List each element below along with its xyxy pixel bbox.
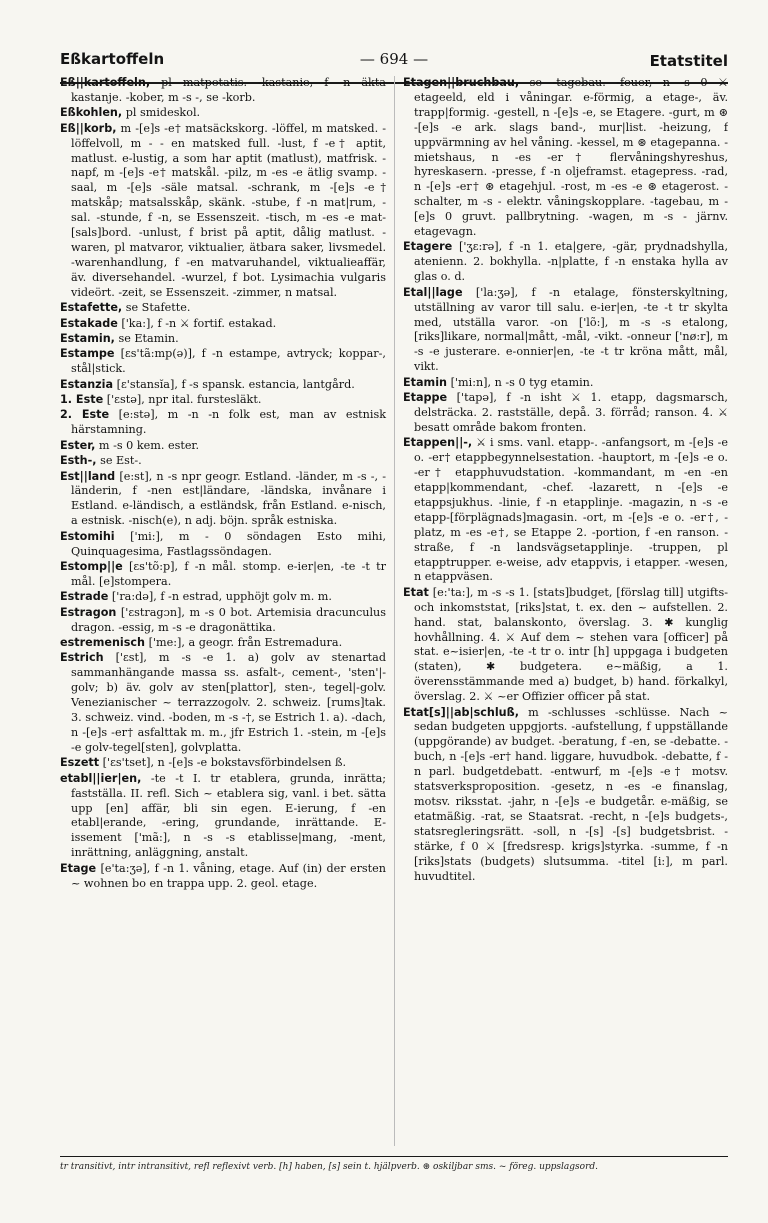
- header-first-word: Eßkartoffeln: [60, 50, 165, 68]
- entry-definition: m -[e]s -e† matsäckskorg. -löffel, m matsked. -löffelvoll, m - - en matsked full. -lust, f -e† aptit, matlust. e-lustig, a som har aptit (matlust), matfrisk. -napf, m -[e]s -e† matskål. -pilz, m -es -e ätlig svamp. -saal, m -[e]s -säle matsal. -schrank, m -[e]s -e† matskåp; matsalsskåp, skänk. -stube, f -n mat|rum, -sal. -stunde, f -n, se Essenszeit. -tisch, m -es -e mat-[sals]bord. -unlust, f brist på aptit, dålig matlust. -waren, pl matvaror, viktualier, ätbara saker, livsmedel. -warenhandlung, f -en matvaruhandel, viktualieaffär, äv. diversehandel. -wurzel, f bot. Lysimachia vulgaris videört. -zeit, se Essenszeit. -zimmer, n matsal.: [71, 121, 386, 299]
- dictionary-entry: [403, 240, 728, 285]
- entry-definition: se Est-.: [100, 454, 142, 468]
- entry-headword: Estragon: [60, 605, 117, 619]
- entry-definition: ⚔ i sms. vanl. etapp-. -anfangsort, m -[e]s -e o. -er† etappbegynnelsestation. -hauptort, m -[e]s -e o. -er† etapphuvudstation. -kommandant, m -en -en etapp|kommendant, -chef. -lazarett, n -[e]s -e etappsjukhus. -linie, f -n etapplinje. -magazin, n -s -e etapp-[förplägnads]magasin. -ort, m -[e]s -e o. -er†, -platz, m -es -e†, se Etappe 2. -portion, f -en ranson. -straße, f -n landsvägsetapplinje. -truppen, pl etapptrupper. e-weise, adv etappvis, i etapper. -wesen, n etappväsen.: [414, 436, 728, 584]
- dictionary-entry: [60, 636, 386, 651]
- dictionary-entry: [60, 439, 386, 454]
- entry-definition: [e'ta:ʒə], f -n 1. våning, etage. Auf (in) der ersten ~ wohnen bo en trappa upp. 2. geol. etage.: [71, 861, 386, 890]
- entry-headword: Etappen||-,: [403, 436, 473, 450]
- entry-headword: Etal||lage: [403, 285, 463, 299]
- entry-definition: pl matpotatis. -kastanie, f -n äkta kastanje. -kober, m -s -, se -korb.: [71, 76, 386, 104]
- dictionary-entry: [403, 706, 728, 885]
- entry-headword: Estrich: [60, 651, 104, 665]
- entry-definition: ['ka:], f -n ⚔ fortif. estakad.: [121, 316, 277, 330]
- entry-definition: ['ɛstragɔn], m -s 0 bot. Artemisia dracunculus dragon. -essig, m -s -e dragonättika.: [71, 605, 386, 634]
- dictionary-entry: [60, 772, 386, 861]
- entry-definition: [ɛ'stansĭa], f -s spansk. estancia, lantgård.: [116, 377, 355, 391]
- abbreviation-footer: tr transitivt, intr intransitivt, refl reflexivt verb. [h] haben, [s] sein t. hjälpverb. ⊛ oskiljbar sms. ~ föreg. uppslagsord.: [60, 1156, 728, 1173]
- entry-definition: ['ra:də], f -n estrad, upphöjt golv m. m.: [111, 590, 332, 604]
- entry-columns: [60, 76, 728, 1146]
- dictionary-entry: [60, 122, 386, 301]
- entry-headword: Esth-,: [60, 454, 97, 468]
- entry-headword: Estampe: [60, 347, 115, 361]
- entry-headword: Estakade: [60, 316, 118, 330]
- entry-headword: Ester,: [60, 438, 96, 452]
- dictionary-entry: [60, 408, 386, 438]
- entry-headword: Estanzia: [60, 377, 114, 391]
- left-column: [60, 76, 394, 1146]
- right-column: [394, 76, 728, 1146]
- entry-headword: Estomp||e: [60, 560, 123, 573]
- entry-headword: estremenisch: [60, 636, 145, 650]
- dictionary-entry: [60, 560, 386, 590]
- entry-definition: ['ʒɛ:rə], f -n 1. eta|gere, -gär, prydnadshylla, atenienn. 2. bokhylla. -n|platte, f -n enstaka hylla av glas o. d.: [414, 240, 728, 284]
- entry-definition: se Etamin.: [118, 331, 179, 345]
- entry-headword: Estrade: [60, 590, 109, 604]
- entry-headword: Estamin,: [60, 331, 115, 345]
- page-number: — 694 —: [359, 50, 429, 68]
- dictionary-entry: [403, 76, 728, 240]
- entry-definition: [ɛs'tã:mp(ə)], f -n estampe, avtryck; koppar-, stål|stick.: [71, 347, 386, 376]
- header-last-word: Etatstitel: [649, 52, 728, 70]
- entry-definition: -te -t I. tr etablera, grunda, inrätta; fastställa. II. refl. Sich ~ etablera sig, vanl. i bet. sätta upp [en] affär, bli sin egen. E-ierung, f -en etabl|erande, -ering, grundande, inrättande. E-issement ['mã:], n -s -s etablisse|mang, -ment, inrättning, anläggning, anstalt.: [71, 771, 387, 860]
- entry-definition: [e:stə], m -n -n folk est, man av estnisk härstamning.: [71, 408, 386, 437]
- entry-definition: ['la:ʒə], f -n etalage, fönsterskyltning, utställning av varor till salu. e-ier|en, -te -t tr skylta med, utställa varor. -on ['lõ:], m -s -s etalong, [riks]likare, normal|mått, -mål, -vikt. -onneur ['nø:r], m -s -e justerare. e-onnier|en, -te -t tr kröna mått, mål, vikt.: [414, 285, 728, 374]
- dictionary-entry: [60, 530, 386, 560]
- entry-definition: pl smideskol.: [125, 106, 201, 120]
- entry-headword: Eßkohlen,: [60, 106, 123, 120]
- entry-headword: Estomihi: [60, 529, 115, 543]
- entry-definition: ['ɛstə], npr ital. furstesläkt.: [106, 393, 262, 407]
- entry-definition: ['mi:], m - 0 söndagen Esto mihi, Quinquagesima, Fastlagssöndagen.: [71, 529, 386, 558]
- dictionary-entry: [60, 317, 386, 332]
- dictionary-entry: [60, 106, 386, 121]
- dictionary-entry: [60, 454, 386, 469]
- dictionary-entry: [60, 862, 386, 892]
- entry-definition: m -s 0 kem. ester.: [98, 438, 200, 452]
- entry-headword: Estafette,: [60, 301, 123, 315]
- entry-headword: 2. Este: [60, 408, 110, 422]
- entry-definition: ['tapə], f -n isht ⚔ 1. etapp, dagsmarsch, delsträcka. 2. rastställe, depå. 3. förråd; ranson. 4. ⚔ besatt område bakom fronten.: [414, 391, 728, 434]
- dictionary-entry: [403, 436, 728, 585]
- entry-definition: ['mi:n], n -s 0 tyg etamin.: [450, 375, 594, 389]
- entry-headword: Etage: [60, 861, 97, 875]
- entry-headword: Eß||korb,: [60, 121, 117, 135]
- dictionary-entry: [60, 651, 386, 755]
- entry-headword: Etat: [403, 585, 429, 599]
- dictionary-entry: [60, 347, 386, 377]
- entry-headword: Eß||kartoffeln,: [60, 76, 151, 89]
- entry-definition: ['ɛs'tset], n -[e]s -e bokstavsförbindelsen ß.: [102, 756, 347, 770]
- dictionary-entry: [60, 393, 386, 408]
- dictionary-entry: [60, 590, 386, 605]
- entry-definition: [e:st], n -s npr geogr. Estland. -länder, m -s -, -länderin, f -nen est|ländare, -ländska, invånare i Estland. e-ländisch, a estländsk, från Estland. e-nisch, a estnisk. -nisch(e), n adj. böjn. språk estniska.: [71, 469, 387, 528]
- entry-headword: Eszett: [60, 756, 100, 770]
- dictionary-entry: [60, 332, 386, 347]
- entry-headword: Est||land: [60, 469, 116, 483]
- entry-definition: ['ɛst], m -s -e 1. a) golv av stenartad sammanhängande massa ss. asfalt-, cement-, 'sten'|-golv; b) äv. golv av sten[plattor], sten-, tegel|-golv. Venezianischer ~ terrazzogolv. 2. schweiz. [rums]tak. 3. schweiz. vind. -boden, m -s -†, se Estrich 1. a). -dach, n -[e]s -er† asfalttak m. m., jfr Estrich 1. -stein, m -[e]s -e golv-tegel[sten], golvplatta.: [71, 651, 386, 754]
- entry-headword: Etagen||bruchbau,: [403, 76, 520, 89]
- entry-headword: Etagere: [403, 240, 453, 254]
- dictionary-entry: [403, 376, 728, 391]
- entry-headword: Etat[s]||ab|schluß,: [403, 705, 519, 719]
- dictionary-entry: [60, 470, 386, 530]
- entry-definition: ['me:], a geogr. från Estremadura.: [148, 636, 343, 650]
- dictionary-entry: [60, 606, 386, 636]
- entry-headword: Etamin: [403, 375, 447, 389]
- entry-definition: [ɛs'tõ:p], f -n mål. stomp. e-ier|en, -te -t tr mål. [e]stompera.: [71, 560, 386, 588]
- entry-headword: Etappe: [403, 391, 448, 405]
- dictionary-entry: [403, 391, 728, 436]
- entry-definition: [e:'ta:], m -s -s 1. [stats]budget, [förslag till] utgifts- och inkomststat, [riks]stat, t. ex. den ~ aufstellen. 2. hand. stat, balanskonto, överslag. 3. ✱ kunglig hovhållning. 4. ⚔ Auf dem ~ stehen vara [officer] på stat. e~isier|en, -te -t tr o. intr [h] uppgaga i budgeten (staten), ✱ budgetera. e~mäßig, a 1. överensstämmande med a) budget, b) hand. förkalkyl, överslag. 2. ⚔ ~er Offizier officer på stat.: [414, 585, 728, 704]
- entry-definition: se Stafette.: [125, 301, 191, 315]
- dictionary-entry: [60, 756, 386, 771]
- dictionary-entry: [403, 586, 728, 705]
- dictionary-entry: [60, 378, 386, 393]
- entry-definition: se -tagebau. -feuer, n -s 0 ⚔ etageeld, eld i våningar. e-förmig, a etage-, äv. trapp|formig. -gestell, n -[e]s -e, se Etagere. -gurt, m ⊛ -[e]s -e ark. slags band-, mur|list. -heizung, f uppvärmning av hel våning. -kessel, m ⊛ etagepanna. -mietshaus, n -es -er† flervåningshyreshus, hyreskasern. -presse, f -n oljeframst. etagepress. -rad, n -[e]s -er† ⊛ etagehjul. -rost, m -es -e ⊛ etagerost. -schalter, m -s - elektr. våningskopplare. -tagebau, m -[e]s 0 gruvt. pallbrytning. -wagen, m -s - järnv. etagevagn.: [414, 76, 728, 239]
- dictionary-entry: [403, 286, 728, 375]
- dictionary-entry: [60, 301, 386, 316]
- entry-headword: 1. Este: [60, 393, 104, 407]
- entry-headword: etabl||ier|en,: [60, 771, 142, 785]
- dictionary-entry: [60, 76, 386, 106]
- entry-definition: m -schlusses -schlüsse. Nach ~ sedan budgeten uppgjorts. -aufstellung, f uppställande (uppgörande) av budget. -beratung, f -en, se -debatte. -buch, n -[e]s -er† hand. liggare, huvudbok. -debatte, f -n parl. budgetdebatt. -entwurf, m -[e]s -e† motsv. statsverksproposition. -gesetz, n -es -e finanslag, motsv. riksstat. -jahr, n -[e]s -e budgetår. e-mäßig, se etatmäßig. -rat, se Staatsrat. -recht, n -[e]s budgets-, statsregleringsrätt. -soll, n -[s] -[s] budgetsbrist. -stärke, f 0 ⚔ [fredsresp. krigs]styrka. -summe, f -n [riks]stats (budgets) slutsumma. -titel [i:], m parl. huvudtitel.: [414, 705, 728, 883]
